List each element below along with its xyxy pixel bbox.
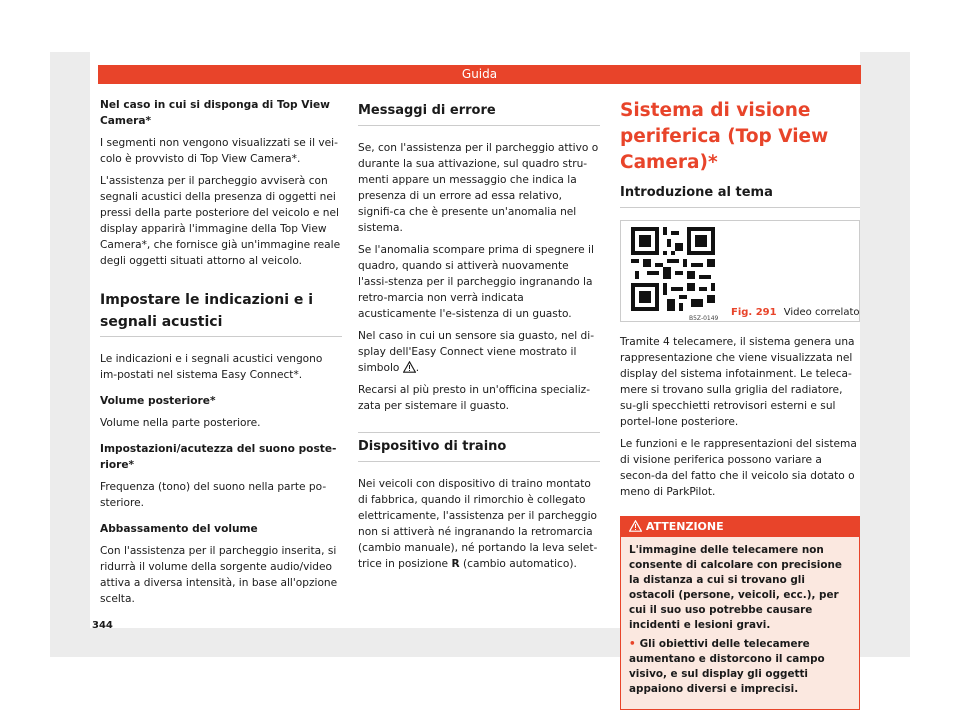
warning-box — [620, 516, 860, 710]
paragraph: Se, con l'assistenza per il parcheggio attivo o durante la sua attivazione, sul quadro stru-menti appare un messaggio che indica la presenza di un errore ad essa relativo, signifi-ca che è presente un'anomalia nel sistema. — [358, 142, 599, 234]
warning-paragraph: L'immagine delle telecamere non consente di calcolare con precisione la distanza a cui si trovano gli ostacoli (persone, veicoli, ecc.), per cui il suo uso potrebbe causare incidenti e lesioni gravi. — [629, 544, 842, 631]
warning-triangle-icon — [403, 361, 416, 373]
figure-number: Fig. 291 — [731, 307, 777, 318]
bullet-icon: • — [629, 638, 636, 650]
warning-bullet-text: Gli obiettivi delle telecamere aumentano e distorcono il campo visivo, e sul display gli oggetti appaiono diversi e imprecisi. — [629, 638, 825, 695]
paragraph: Volume nella parte posteriore. — [100, 417, 261, 429]
paragraph: Le indicazioni e i segnali acustici vengono im-postati nel sistema Easy Connect*. — [100, 353, 323, 381]
figure-caption-text: Video correlato — [783, 307, 860, 318]
heading-top-view: Nel caso in cui si disponga di Top View Camera* — [100, 99, 330, 127]
paragraph: Con l'assistenza per il parcheggio inserita, si ridurrà il volume della sorgente audio/video attiva a diversa intensità, in base all'opzione scelta. — [100, 545, 338, 605]
paragraph — [358, 476, 600, 572]
column-left — [100, 97, 342, 613]
qr-code-label: B5Z-0149 — [689, 315, 719, 322]
paragraph: Tramite 4 telecamere, il sistema genera una rappresentazione che viene visualizzata nel display del sistema infotainment. Le teleca-mere si trovano sulla griglia del radiatore, su-gli specchietti retrovisori esterni e sul portel-lone posteriore. — [620, 336, 855, 428]
page-number: 344 — [92, 620, 113, 631]
warning-bullet-item — [629, 637, 851, 697]
paragraph-text: Nei veicoli con dispositivo di traino montato di fabbrica, quando il rimorchio è collegato elettricamente, l'assistenza per il parcheggio non si attiverà né ingranando la retromarcia (cambio manuale), né portando la leva selet-trice in posizione — [358, 478, 598, 570]
warning-title: ATTENZIONE — [645, 520, 724, 533]
heading-volume: Volume posteriore* — [100, 395, 216, 407]
header-band: Guida — [98, 65, 861, 84]
paragraph-text: (cambio automatico). — [463, 558, 577, 570]
warning-body — [621, 537, 859, 697]
paragraph: Frequenza (tono) del suono nella parte po-steriore. — [100, 481, 327, 509]
figure-caption — [731, 305, 860, 321]
paragraph: Se l'anomalia scompare prima di spegnere il quadro, quando si attiverà nuovamente l'assi-stenza per il parcheggio ingranando la retro-marcia non verrà indicata acusticamente l'e-sistenza di un guasto. — [358, 244, 594, 320]
gear-position: R — [451, 558, 460, 570]
warning-header — [621, 517, 859, 537]
paragraph: Recarsi al più presto in un'officina specializ-zata per sistemare il guasto. — [358, 384, 591, 412]
section-title-errori: Messaggi di errore — [358, 100, 600, 126]
column-middle — [358, 100, 600, 578]
paragraph: I segmenti non vengono visualizzati se il vei-colo è provvisto di Top View Camera*. — [100, 137, 338, 165]
qr-code-icon[interactable] — [631, 227, 715, 311]
section-title-traino: Dispositivo di traino — [358, 432, 600, 462]
warning-triangle-icon — [629, 520, 642, 532]
section-title-indicazioni: Impostare le indicazioni e i segnali acustici — [100, 289, 342, 337]
paragraph: L'assistenza per il parcheggio avviserà con segnali acustici della presenza di oggetti nei pressi della parte posteriore del veicolo e nel display apparirà l'immagine della Top View Camera*, che fornisce già un'immagine reale degli oggetti situati attorno al veicolo. — [100, 175, 341, 267]
column-right — [620, 98, 860, 710]
heading-abbassamento: Abbassamento del volume — [100, 523, 258, 535]
chapter-title: Sistema di visione periferica (Top View Camera)* — [620, 100, 829, 173]
figure-box — [620, 220, 860, 322]
heading-acutezza: Impostazioni/acutezza del suono poste-riore* — [100, 443, 337, 471]
paragraph-text: Nel caso in cui un sensore sia guasto, nel di-splay dell'Easy Connect viene mostrato il simbolo — [358, 330, 595, 374]
paragraph — [358, 328, 600, 376]
paragraph: Le funzioni e le rappresentazioni del sistema di visione periferica possono variare a secon-da del fatto che il veicolo sia dotato o meno di ParkPilot. — [620, 438, 857, 498]
paragraph-end: . — [415, 362, 420, 374]
subtitle: Introduzione al tema — [620, 182, 860, 208]
